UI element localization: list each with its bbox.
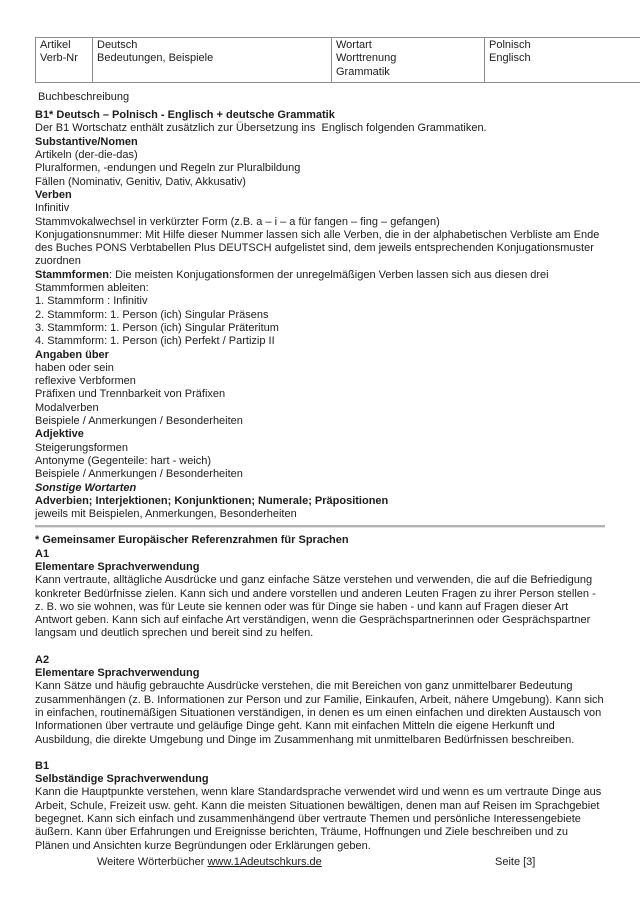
legend-text: Artikel (40, 39, 71, 51)
sonstige-heading: Sonstige Wortarten (35, 481, 137, 494)
text-line: Stammvokalwechsel in verkürzter Form (z.B. a – i – a für fangen – fing – gefangen) (35, 215, 440, 228)
spacer (35, 641, 605, 654)
table-row (36, 38, 640, 83)
legend-cell-polnisch (485, 38, 640, 83)
level-title-a1: Elementare Sprachverwendung (35, 560, 200, 573)
legend-text: Englisch (489, 52, 531, 65)
substantive-heading: Substantive/Nomen (35, 135, 138, 148)
level-title-b1: Selbständige Sprachverwendung (35, 773, 209, 786)
legend-cell-artikel (36, 38, 93, 83)
spacer (35, 747, 605, 760)
page-content (35, 37, 605, 853)
text-line: 4. Stammform: 1. Person (ich) Perfekt / Partizip II (35, 335, 275, 348)
text-line: Beispiele / Anmerkungen / Besonderheiten (35, 468, 243, 481)
text-line: Infinitiv (35, 202, 70, 215)
konjugationsnummer-paragraph: Konjugationsnummer: Mit Hilfe dieser Nummer lassen sich alle Verben, die in der alphabetischen Verbliste am Ende des Buches PONS Verbtabellen Plus DEUTSCH aufgelistet sind, dem jeweils entsprechenden Konjugationsmuster zuordnen (35, 228, 600, 268)
text-line: Präfixen und Trennbarkeit von Präfixen (35, 388, 226, 401)
stammformen-rest: : Die meisten Konjugationsformen der unregelmäßigen Verben lassen sich aus diesen drei Stammformen ableiten: (35, 268, 549, 295)
footer-link[interactable]: www.1Adeutschkurs.de (207, 856, 322, 868)
cefr-heading: * Gemeinsamer Europäischer Referenzrahmen für Sprachen (35, 534, 349, 547)
legend-text: Deutsch (97, 39, 138, 51)
level-code-a2: A2 (35, 653, 50, 666)
text-line: Pluralformen, -endungen und Regeln zur Pluralbildung (35, 162, 301, 175)
level-text-a2: Kann Sätze und häufig gebrauchte Ausdrücke verstehen, die mit Bereichen von ganz unmittelbarer Bedeutung zusammenhängen (z. B. Informationen zur Person und zur Familie, Einkaufen, Arbeit, nähere Umgebung). Kann sich in einfachen, routinemäßigen Situationen verständigen, in denen es um einen einfachen und direkten Austausch von Informationen über vertraute und geläufige Dinge geht. Kann mit einfachen Mitteln die eigene Herkunft und Ausbildung, die direkte Umgebung und Dinge im Zusammenhang mit unmittelbaren Bedürfnissen beschreiben. (35, 680, 604, 746)
legend-text: Bedeutungen, Beispiele (97, 52, 214, 65)
legend-cell-deutsch (93, 38, 332, 83)
description-title: B1* Deutsch – Polnisch - Englisch + deutsche Grammatik (35, 109, 335, 122)
section-divider (35, 525, 605, 528)
level-code-a1: A1 (35, 547, 50, 560)
text-line: Modalverben (35, 401, 99, 414)
text-line: jeweils mit Beispielen, Anmerkungen, Besonderheiten (35, 508, 297, 521)
level-text-a1: Kann vertraute, alltägliche Ausdrücke und ganz einfache Sätze verstehen und verwenden, die auf die Befriedigung konkreter Bedürfnisse zielen. Kann sich und andere vorstellen und anderen Leuten Fragen zu ihrer Person stellen - z. B. wo sie wohnen, was für Leute sie kennen oder was für Dinge sie haben - und kann auf Fragen dieser Art Antwort geben. Kann sich auf einfache Art verständigen, wenn die Gesprächspartnerinnen oder Gesprächspartner langsam und deutlich sprechen und bereit sind zu helfen. (35, 574, 596, 640)
sonstige-subheading: Adverbien; Interjektionen; Konjunktionen; Numerale; Präpositionen (35, 494, 389, 507)
text-line: 3. Stammform: 1. Person (ich) Singular Präteritum (35, 321, 279, 334)
text-line: 1. Stammform : Infinitiv (35, 295, 148, 308)
text-line: Beispiele / Anmerkungen / Besonderheiten (35, 415, 243, 428)
page-number: Seite [3] (495, 856, 536, 868)
description-subtitle: Der B1 Wortschatz enthält zusätzlich zur Übersetzung ins Englisch folgenden Grammatiken. (35, 122, 487, 135)
adjektive-heading: Adjektive (35, 428, 84, 441)
stammformen-line (35, 269, 605, 296)
text-line: haben oder sein (35, 361, 114, 374)
cefr-section (35, 534, 605, 853)
legend-text: Grammatik (336, 65, 390, 78)
text-line: 2. Stammform: 1. Person (ich) Singular Präsens (35, 308, 269, 321)
stammformen-lead: Stammformen (35, 268, 109, 281)
text-line: Artikeln (der-die-das) (35, 149, 138, 162)
text-line: Steigerungsformen (35, 441, 128, 454)
angaben-heading: Angaben über (35, 348, 109, 361)
legend-text: Verb-Nr (40, 52, 78, 65)
level-text-b1: Kann die Hauptpunkte verstehen, wenn klare Standardsprache verwendet wird und wenn es um vertraute Dinge aus Arbeit, Schule, Freizeit usw. geht. Kann die meisten Situationen bewältigen, denen man auf Reisen im Sprachgebiet begegnet. Kann sich einfach und zusammenhängend über vertraute Themen und persönliche Interessengebiete äußern. Kann über Erfahrungen und Ereignisse berichten, Träume, Hoffnungen und Ziele beschreiben und zu Plänen und Ansichten kurze Begründungen oder Erklärungen geben. (35, 786, 602, 852)
level-code-b1: B1 (35, 759, 50, 772)
text-line: Fällen (Nominativ, Genitiv, Dativ, Akkusativ) (35, 175, 246, 188)
book-description-section (35, 109, 605, 521)
vocab-legend-table (35, 37, 640, 83)
verben-heading: Verben (35, 188, 72, 201)
legend-cell-wortart (332, 38, 485, 83)
legend-text: Wortart (336, 39, 372, 51)
legend-text: Polnisch (489, 39, 531, 51)
book-description-label: Buchbeschreibung (38, 90, 130, 103)
footer-note (97, 856, 322, 869)
footer-label: Weitere Wörterbücher (97, 856, 205, 868)
legend-text: Worttrenung (336, 52, 397, 65)
text-line: Antonyme (Gegenteile: hart - weich) (35, 454, 212, 467)
text-line: reflexive Verbformen (35, 375, 136, 388)
level-title-a2: Elementare Sprachverwendung (35, 667, 200, 680)
